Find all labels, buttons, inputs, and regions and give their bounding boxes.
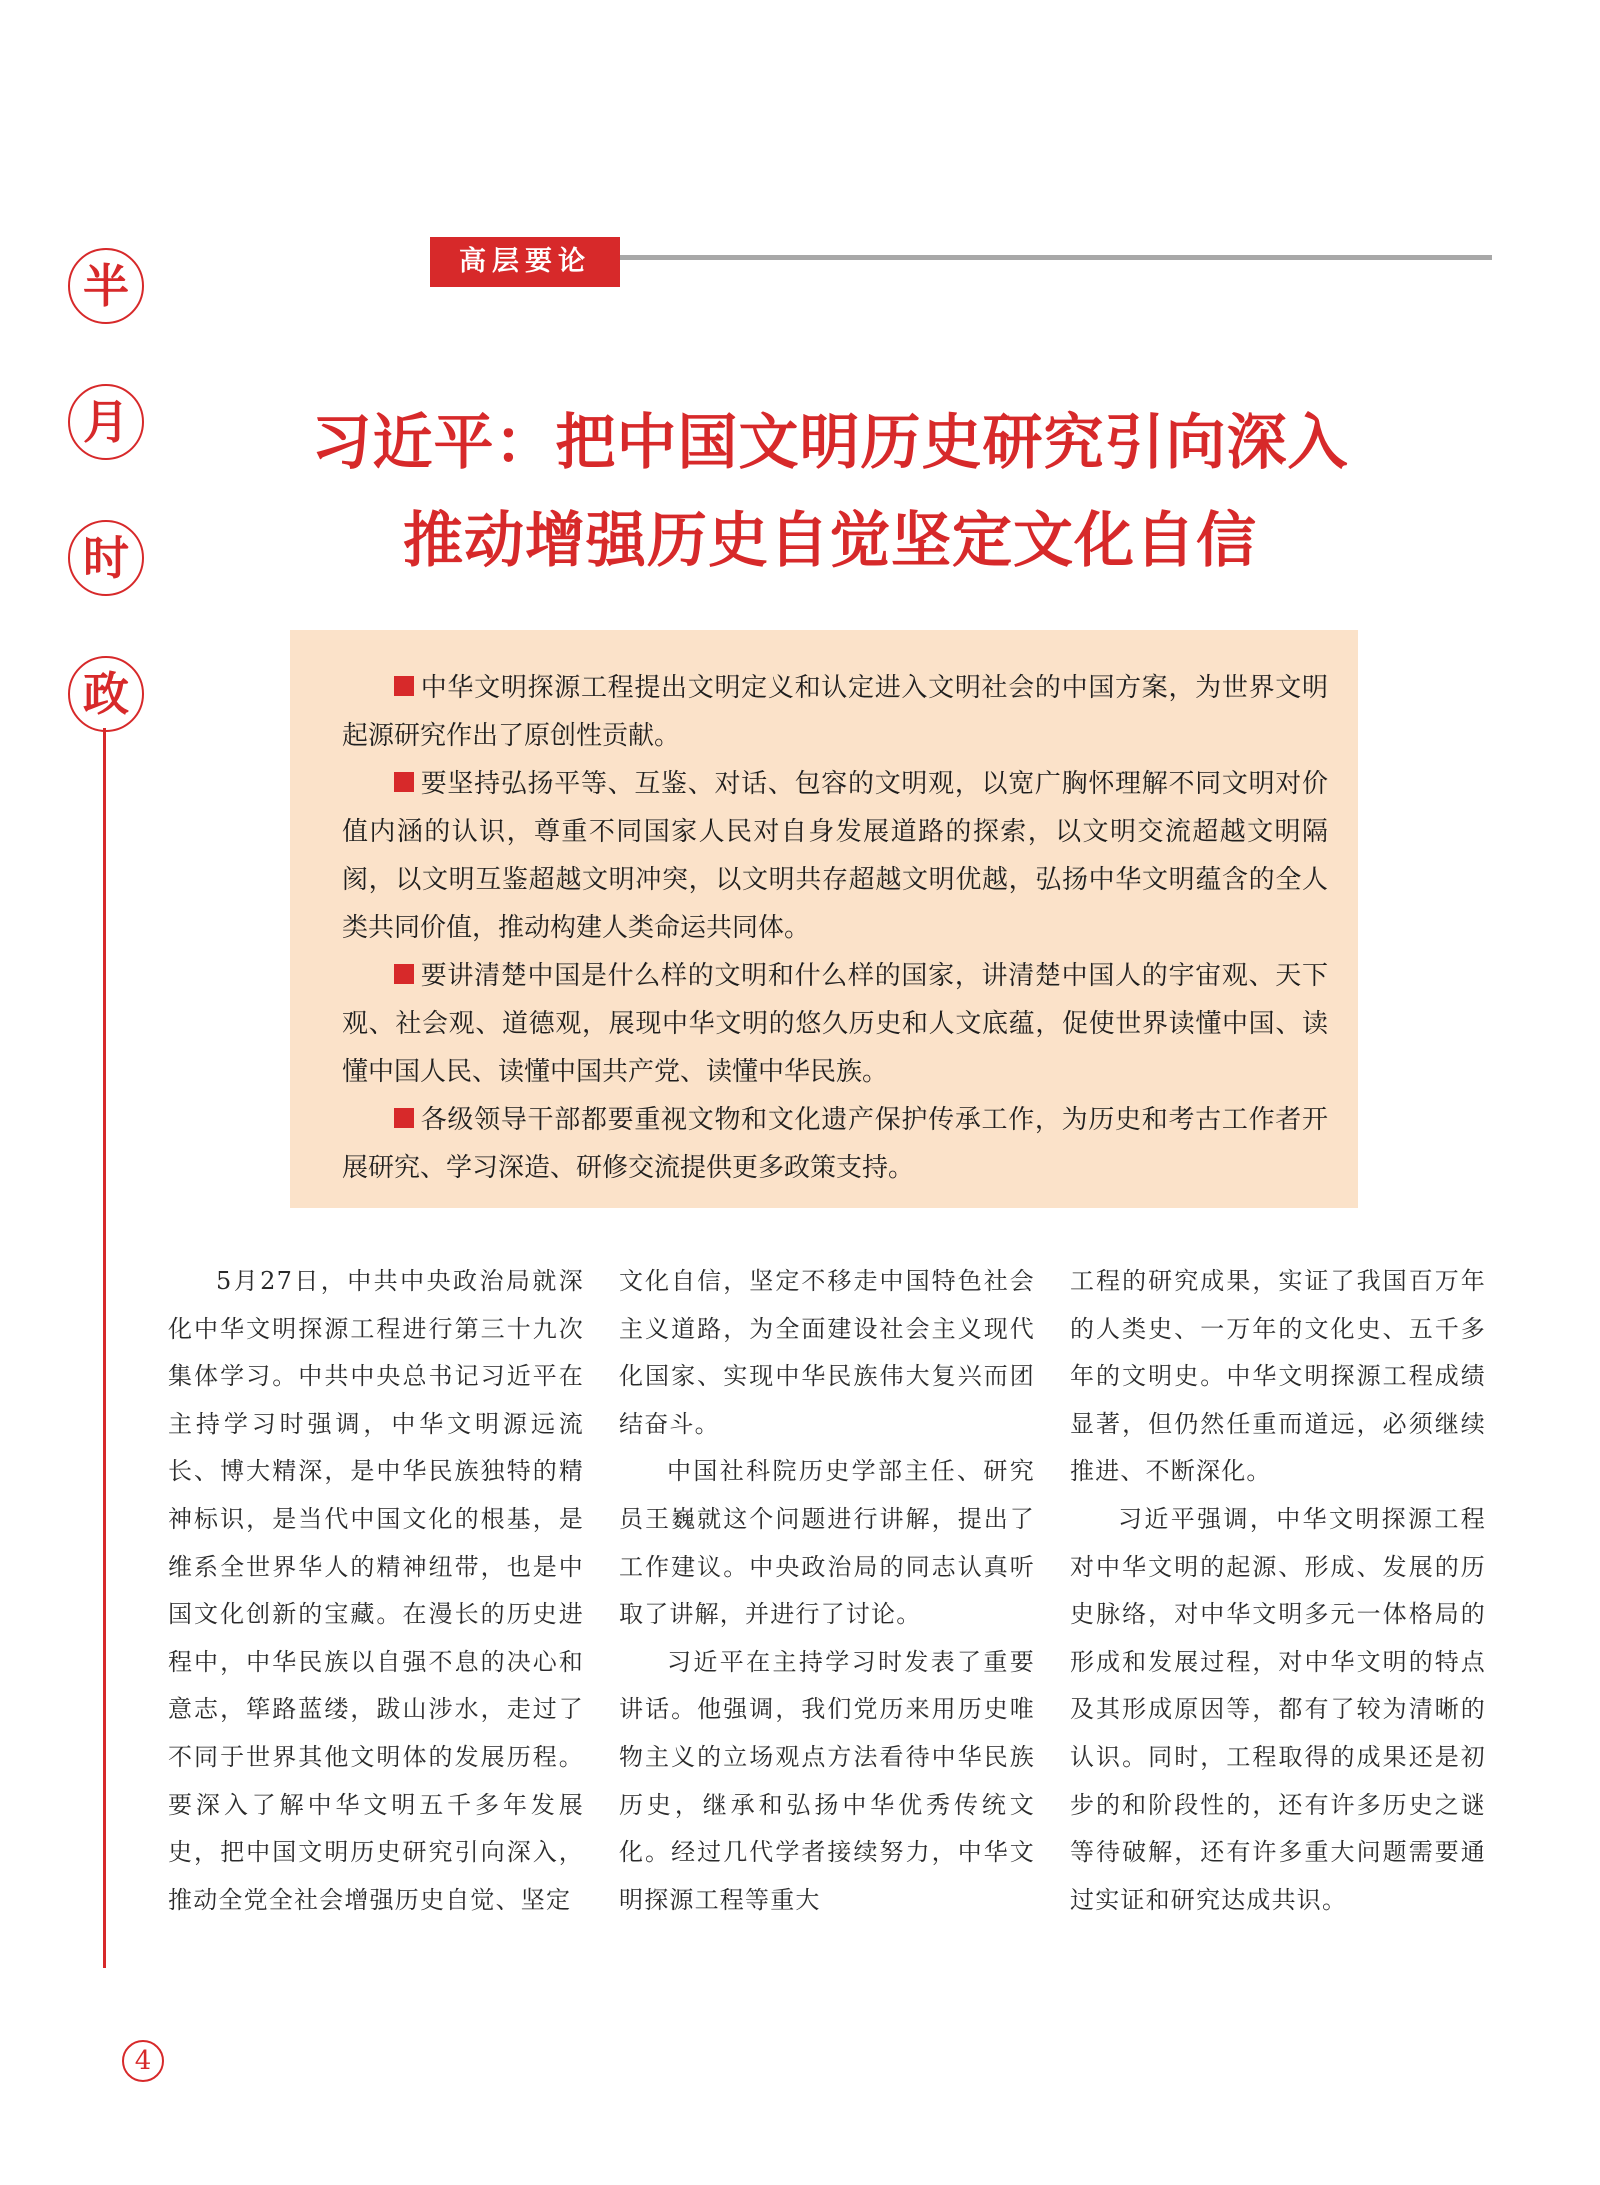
paragraph: 习近平在主持学习时发表了重要讲话。他强调，我们党历来用历史唯物主义的立场观点方法看待中华民族历史，继承和弘扬中华优秀传统文化。经过几代学者接续努力，中华文明探源工程等重大 — [619, 1647, 1035, 1914]
paragraph: 习近平强调，中华文明探源工程对中华文明的起源、形成、发展的历史脉络，对中华文明多元一体格局的形成和发展过程，对中华文明的特点及其形成原因等，都有了较为清晰的认识。同时，工程取得的成果还是初步的和阶段性的，还有许多历史之谜等待破解，还有许多重大问题需要通过实证和研究达成共识。 — [1070, 1504, 1486, 1914]
summary-item — [342, 1096, 1328, 1192]
summary-item-text: 中华文明探源工程提出文明定义和认定进入文明社会的中国方案，为世界文明起源研究作出了原创性贡献。 — [342, 673, 1328, 751]
square-bullet-icon — [394, 964, 414, 984]
headline-line-2: 推动增强历史自觉坚定文化自信 — [403, 506, 1257, 576]
column-title-char: 时 — [68, 520, 144, 596]
summary-item-text: 要坚持弘扬平等、互鉴、对话、包容的文明观，以宽广胸怀理解不同文明对价值内涵的认识，尊重不同国家人民对自身发展道路的探索，以文明交流超越文明隔阂，以文明互鉴超越文明冲突，以文明共存超越文明优越，弘扬中华文明蕴含的全人类共同价值，推动构建人类命运共同体。 — [342, 769, 1328, 943]
square-bullet-icon — [394, 772, 414, 792]
headline-line-1: 习近平：把中国文明历史研究引向深入 — [311, 408, 1349, 478]
paragraph: 文化自信，坚定不移走中国特色社会主义道路，为全面建设社会主义现代化国家、实现中华民族伟大复兴而团结奋斗。 — [619, 1267, 1035, 1438]
page-number: 4 — [122, 2040, 164, 2082]
article-body — [168, 1258, 1486, 1978]
square-bullet-icon — [394, 676, 414, 696]
paragraph: 工程的研究成果，实证了我国百万年的人类史、一万年的文化史、五千多年的文明史。中华文明探源工程成绩显著，但仍然任重而道远，必须继续推进、不断深化。 — [1070, 1267, 1486, 1486]
summary-item-text: 各级领导干部都要重视文物和文化遗产保护传承工作，为历史和考古工作者开展研究、学习深造、研修交流提供更多政策支持。 — [342, 1105, 1328, 1183]
section-tag: 高层要论 — [430, 237, 620, 287]
summary-box — [290, 630, 1358, 1208]
section-divider — [620, 255, 1492, 260]
paragraph: 中国社科院历史学部主任、研究员王巍就这个问题进行讲解，提出了工作建议。中央政治局的同志认真听取了讲解，并进行了讨论。 — [619, 1457, 1035, 1629]
summary-item — [342, 664, 1328, 760]
column-title-char: 政 — [68, 656, 144, 732]
summary-item — [342, 952, 1328, 1096]
article-column-1 — [168, 1258, 584, 1978]
article-column-3 — [1070, 1258, 1486, 1978]
article-column-2 — [619, 1258, 1035, 1978]
paragraph: 5月27日，中共中央政治局就深化中华文明探源工程进行第三十九次集体学习。中共中央总书记习近平在主持学习时强调，中华文明源远流长、博大精深，是中华民族独特的精神标识，是当代中国文化的根基，是维系全世界华人的精神纽带，也是中国文化创新的宝藏。在漫长的历史进程中，中华民族以自强不息的决心和意志，筚路蓝缕，跋山涉水，走过了不同于世界其他文明体的发展历程。要深入了解中华文明五千多年发展史，把中国文明历史研究引向深入，推动全党全社会增强历史自觉、坚定 — [168, 1267, 584, 1914]
sidebar-vertical-rule — [103, 728, 106, 1968]
column-title-char: 月 — [68, 384, 144, 460]
column-title-char: 半 — [68, 248, 144, 324]
summary-item — [342, 760, 1328, 952]
summary-item-text: 要讲清楚中国是什么样的文明和什么样的国家，讲清楚中国人的宇宙观、天下观、社会观、道德观，展现中华文明的悠久历史和人文底蕴，促使世界读懂中国、读懂中国人民、读懂中国共产党、读懂中华民族。 — [342, 961, 1328, 1087]
square-bullet-icon — [394, 1108, 414, 1128]
